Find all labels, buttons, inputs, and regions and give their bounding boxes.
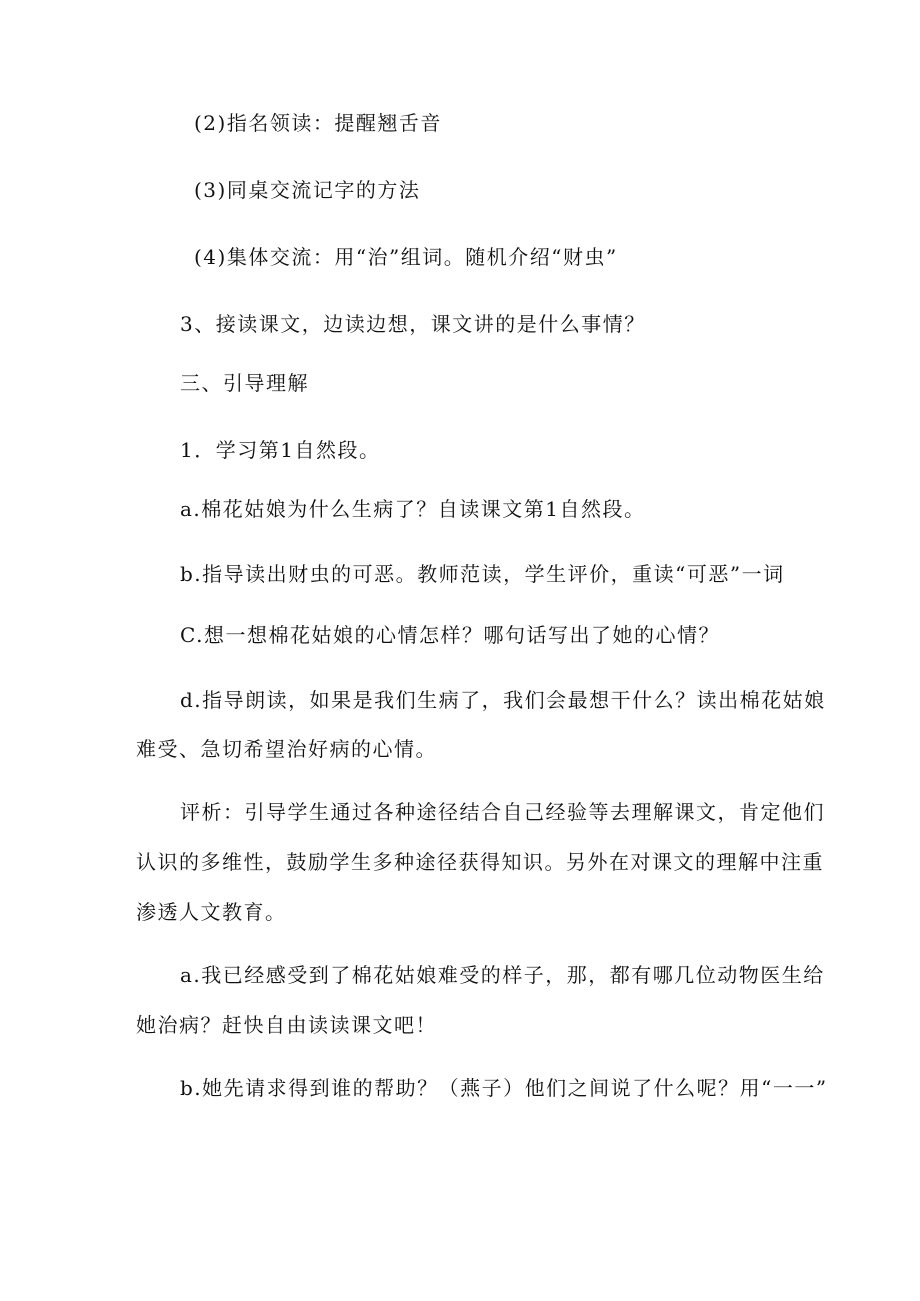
text-line: (2)指名领读：提醒翘舌音 (194, 111, 442, 135)
text-line: (4)集体交流：用“治”组词。随机介绍“财虫” (194, 245, 618, 269)
text-line: 她治病？赶快自由读读课文吧！ (136, 1013, 437, 1037)
text-line: 渗透人文教育。 (136, 900, 287, 924)
text-line: a.我已经感受到了棉花姑娘难受的样子，那，都有哪几位动物医生给 (180, 963, 825, 987)
text-line: 难受、急切希望治好病的心情。 (136, 737, 437, 761)
section-heading: 三、引导理解 (180, 371, 309, 395)
text-line: b.她先请求得到谁的帮助？（燕子）他们之间说了什么呢？用“一一” (180, 1076, 828, 1100)
text-line: (3)同桌交流记字的方法 (194, 178, 421, 202)
text-line: 3、接读课文，边读边想，课文讲的是什么事情？ (180, 312, 646, 336)
text-line: d.指导朗读，如果是我们生病了，我们会最想干什么？读出棉花姑娘 (180, 688, 826, 712)
text-line: 评析：引导学生通过各种途径结合自己经验等去理解课文，肯定他们 (180, 800, 825, 824)
text-line: 认识的多维性，鼓励学生多种途径获得知识。另外在对课文的理解中注重 (136, 850, 824, 874)
text-line: C.想一想棉花姑娘的心情怎样？哪句话写出了她的心情？ (180, 623, 720, 647)
text-line: a.棉花姑娘为什么生病了？自读课文第1自然段。 (180, 497, 646, 521)
text-line: 1．学习第1自然段。 (180, 438, 381, 462)
text-line: b.指导读出财虫的可恶。教师范读，学生评价，重读“可恶”一词 (180, 562, 785, 586)
